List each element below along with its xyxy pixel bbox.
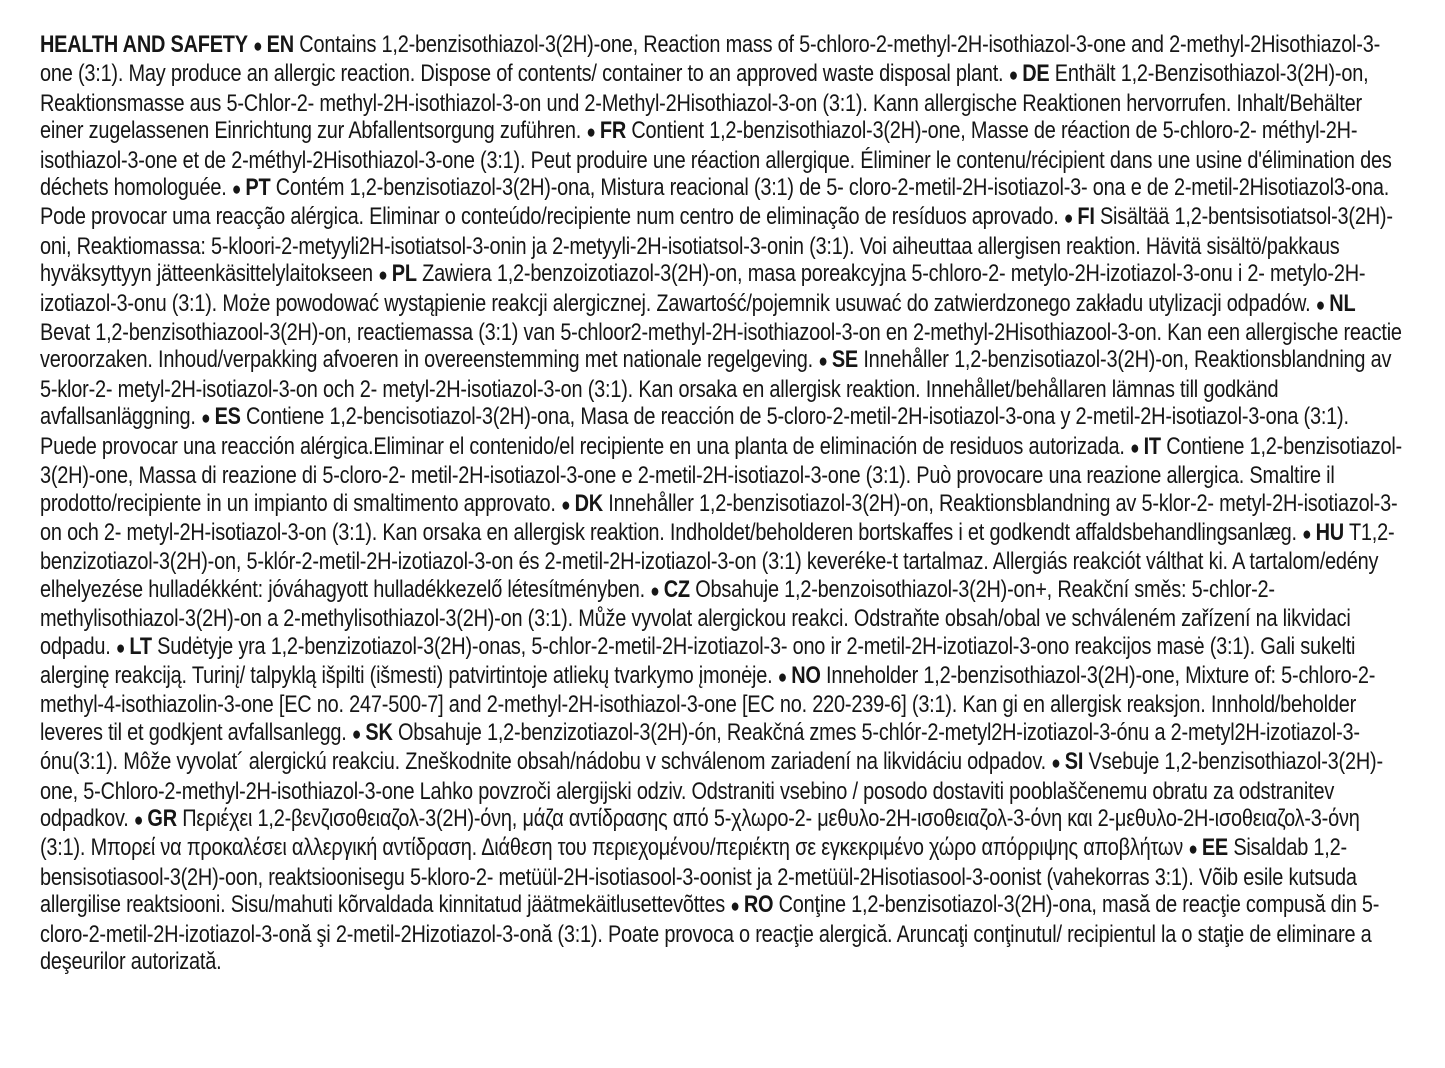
language-code-hu: ● HU [1302, 518, 1344, 546]
bullet-icon: ● [115, 637, 130, 659]
bullet-icon: ● [378, 265, 392, 287]
language-code-ee: ● EE [1188, 834, 1228, 862]
bullet-icon: ● [650, 580, 664, 602]
language-text-fr: Contient 1,2-benzisothiazol-3(2H)-one, Masse de réaction de 5-chloro-2- méthyl-2H-isothiazol-3-one et de 2-méthyl-2Hisothiazol-3-one (3:1). Peut produire une réaction allergique. Éliminer le contenu/récipient dans une usine d'élimination des déchets homologuée. [40, 117, 1392, 202]
language-text-dk: Innehåller 1,2-benzisotiazol-3(2H)-on, Reaktionsblandning av 5-klor-2- metyl-2H-isotiazol-3-on och 2- metyl-2H-isotiazol-3-on (3:1). Kan orsaka en allergisk reaktion. Indholdet/beholderen bortskaffes i et godkendt affaldsbehandlingsanlæg. [40, 489, 1398, 546]
bullet-icon: ● [818, 351, 832, 373]
bullet-icon: ● [1008, 65, 1023, 87]
language-code-no: ● NO [777, 661, 821, 689]
bullet-icon: ● [1188, 839, 1202, 861]
language-text-cz: Obsahuje 1,2-benzoisothiazol-3(2H)-on+, Reakční směs: 5-chlor-2-methylisothiazol-3(2H)-on a 2-methylisothiazol-3(2H)-on (3:1). Může vyvolat alergickou reakci. Odstraňte obsah/obal ve schváleném zařízení na likvidaci odpadu. [40, 575, 1351, 660]
language-code-pt: ● PT [231, 174, 271, 202]
language-text-hu: T1,2-benzizotiazol-3(2H)-on, 5-klór-2-metil-2H-izotiazol-3-on és 2-metil-2H-izotiazol-3-on (3:1) keveréke-t tartalmaz. Allergiás reakciót válthat ki. A tartalom/edény elhelyezése hulladékként: jóváhagyott hulladékkezelő létesítményben. [40, 518, 1395, 603]
bullet-icon: ● [351, 723, 366, 745]
language-code-si: ● SI [1051, 748, 1084, 776]
language-text-sk: Obsahuje 1,2-benzizotiazol-3(2H)-ón, Reakčná zmes 5-chlór-2-metyl2H-izotiazol-3-ónu a 2-metyl2H-izotiazol-3-ónu(3:1). Môže vyvolat´ alergickú reakciu. Zneškodnite obsah/nádobu v schválenom zariadení na likvidáciu odpadov. [40, 718, 1360, 776]
language-text-pl: Zawiera 1,2-benzoizotiazol-3(2H)-on, masa poreakcyjna 5-chloro-2- metylo-2H-izotiazol-3-onu i 2- metylo-2H-izotiazol-3-onu (3:1). Może powodować wystąpienie reakcji alergicznej. Zawartość/pojemnik usuwać do zatwierdzonego zakładu utylizacji odpadów. [40, 260, 1366, 317]
language-code-it: ● IT [1130, 432, 1161, 460]
language-text-pt: Contém 1,2-benzisotiazol-3(2H)-ona, Mistura reacional (3:1) de 5- cloro-2-metil-2H-isotiazol-3- ona e de 2-metil-2Hisotiazol3-ona. Pode provocar uma reacção alérgica. Eliminar o conteúdo/recipiente num centro de eliminação de resíduos aprovado. [40, 174, 1390, 231]
language-code-fr: ● FR [586, 117, 627, 145]
bullet-icon: ● [231, 179, 246, 201]
language-code-ro: ● RO [730, 891, 774, 919]
language-code-gr: ● GR [133, 804, 177, 832]
bullet-icon: ● [1051, 753, 1065, 775]
bullet-icon: ● [1063, 208, 1078, 230]
language-code-es: ● ES [201, 403, 241, 431]
bullet-icon: ● [586, 122, 600, 144]
bullet-icon: ● [1315, 294, 1330, 316]
language-text-gr: Περιέχει 1,2-βενζισοθειαζολ-3(2H)-όνη, μάζα αντίδρασης από 5-χλωρο-2- μεθυλο-2H-ισοθειαζολ-3-όνη και 2-μεθυλο-2H-ισοθειαζολ-3-όνη (3:1). Μπορεί να προκαλέσει αλλεργική αντίδραση. Διάθεση του περιεχομένου/περιέκτη σε εγκεκριμένο χώρο απόρριψης αποβλήτων [40, 804, 1360, 862]
bullet-icon: ● [730, 896, 744, 918]
bullet-icon: ● [1302, 523, 1316, 545]
language-text-ro: Conţine 1,2-benzisotiazol-3(2H)-ona, masă de reacţie compusă din 5- cloro-2-metil-2H-izotiazol-3-onă şi 2-metil-2Hizotiazol-3-onă (3:1). Poate provoca o reacţie alergică. Aruncaţi conţinutul/ recipientul la o staţie de eliminare a deşeurilor autorizată. [40, 891, 1380, 975]
safety-label-sheet [40, 31, 1405, 975]
language-text-se: Innehåller 1,2-benzisotiazol-3(2H)-on, Reaktionsblandning av 5-klor-2- metyl-2H-isotiazol-3-on och 2- metyl-2H-isotiazol-3-on (3:1). Kan orsaka en allergisk reaktion. Innehållet/behållaren lämnas till godkänd avfallsanläggning. [40, 346, 1392, 431]
language-code-se: ● SE [818, 346, 858, 374]
language-code-fi: ● FI [1063, 203, 1095, 231]
language-text-ee: Sisaldab 1,2-bensisotiasool-3(2H)-oon, reaktsioonisegu 5-kloro-2- metüül-2H-isotiasool-3-oonist ja 2-metüül-2Hisotiasool-3-oonist (vahekorras 3:1). Võib esile kutsuda allergilise reaktsiooni. Sisu/mahuti kõrvaldada kinnitatud jäätmekäitlusettevõttes [40, 834, 1357, 919]
bullet-icon: ● [1130, 437, 1144, 459]
language-text-si: Vsebuje 1,2-benzisothiazol-3(2H)-one, 5-Chloro-2-methyl-2H-isothiazol-3-one Lahko povzroči alergijski odziv. Odstraniti vsebino / posodo dostaviti pooblaščenemu obratu za odstranitev odpadkov. [40, 748, 1383, 832]
label-title: HEALTH AND SAFETY [40, 31, 248, 58]
language-text-de: Enthält 1,2-Benzisothiazol-3(2H)-on, Reaktionsmasse aus 5-Chlor-2- methyl-2H-isothiazol-3-on und 2-Methyl-2Hisothiazol-3-on (3:1). Kann allergische Reaktionen hervorrufen. Inhalt/Behälter einer zugelassenen Einrichtung zur Abfallentsorgung zuführen. [40, 60, 1369, 145]
language-code-pl: ● PL [378, 260, 417, 288]
bullet-icon: ● [777, 666, 792, 688]
language-text-no: Inneholder 1,2-benzisothiazol-3(2H)-one, Mixture of: 5-chloro-2-methyl-4-isothiazolin-3-one [EC no. 247-500-7] and 2-methyl-2H-isothiazol-3-one [EC no. 220-239-6] (3:1). Kan gi en allergisk reaksjon. Innhold/beholder leveres til et godkjent avfallsanlegg. [40, 661, 1376, 746]
language-text-lt: Sudėtyje yra 1,2-benzizotiazol-3(2H)-onas, 5-chlor-2-metil-2H-izotiazol-3- ono ir 2-metil-2H-izotiazol-3-ono reakcijos masė (3:1). Gali sukelti alerginę reakciją. Turinį/ talpyklą išpilti (išmesti) patvirtintoje atliekų tvarkymo įmonėje. [40, 632, 1356, 689]
language-text-fi: Sisältää 1,2-bentsisotiatsol-3(2H)-oni, Reaktiomassa: 5-kloori-2-metyyli2H-isotiatsol-3-onin ja 2-metyyli-2H-isotiatsol-3-onin (3:1). Voi aiheuttaa allergisen reaktion. Hävitä sisältö/pakkaus hyväksyttyyn jätteenkäsittelylaitokseen [40, 203, 1393, 288]
bullet-icon: ● [561, 494, 575, 516]
bullet-icon: ● [133, 809, 148, 831]
language-code-lt: ● LT [115, 632, 152, 660]
language-text-nl: Bevat 1,2-benzisothiazool-3(2H)-on, reactiemassa (3:1) van 5-chloor2-methyl-2H-isothiazool-3-on en 2-methyl-2Hisothiazool-3-on. Kan een allergische reactie veroorzaken. Inhoud/verpakking afvoeren in overeenstemming met nationale regelgeving. [40, 319, 1402, 374]
bullet-icon: ● [253, 36, 267, 57]
language-code-en: ● EN [253, 31, 294, 58]
language-code-dk: ● DK [561, 489, 603, 517]
language-code-nl: ● NL [1315, 289, 1356, 317]
language-text-es: Contiene 1,2-bencisotiazol-3(2H)-ona, Masa de reacción de 5-cloro-2-metil-2H-isotiazol-3-ona y 2-metil-2H-isotiazol-3-ona (3:1). Puede provocar una reacción alérgica.Eliminar el contenido/el recipiente en una planta de eliminación de residuos autorizada. [40, 403, 1349, 460]
language-text-en: Contains 1,2-benzisothiazol-3(2H)-one, Reaction mass of 5-chloro-2-methyl-2H-isothiazol-3-one and 2-methyl-2Hisothiazol-3-one (3:1). May produce an allergic reaction. Dispose of contents/ container to an approved waste disposal plant. [40, 31, 1381, 88]
bullet-icon: ● [201, 408, 215, 430]
language-code-sk: ● SK [351, 718, 393, 746]
language-code-de: ● DE [1008, 60, 1050, 88]
safety-label-paragraph [40, 31, 1405, 975]
language-code-cz: ● CZ [650, 575, 690, 603]
language-text-it: Contiene 1,2-benzisotiazol-3(2H)-one, Massa di reazione di 5-cloro-2- metil-2H-isotiazol-3-one e 2-metil-2H-isotiazol-3-one (3:1). Può provocare una reazione allergica. Smaltire il prodotto/recipiente in un impianto di smaltimento approvato. [40, 432, 1402, 517]
